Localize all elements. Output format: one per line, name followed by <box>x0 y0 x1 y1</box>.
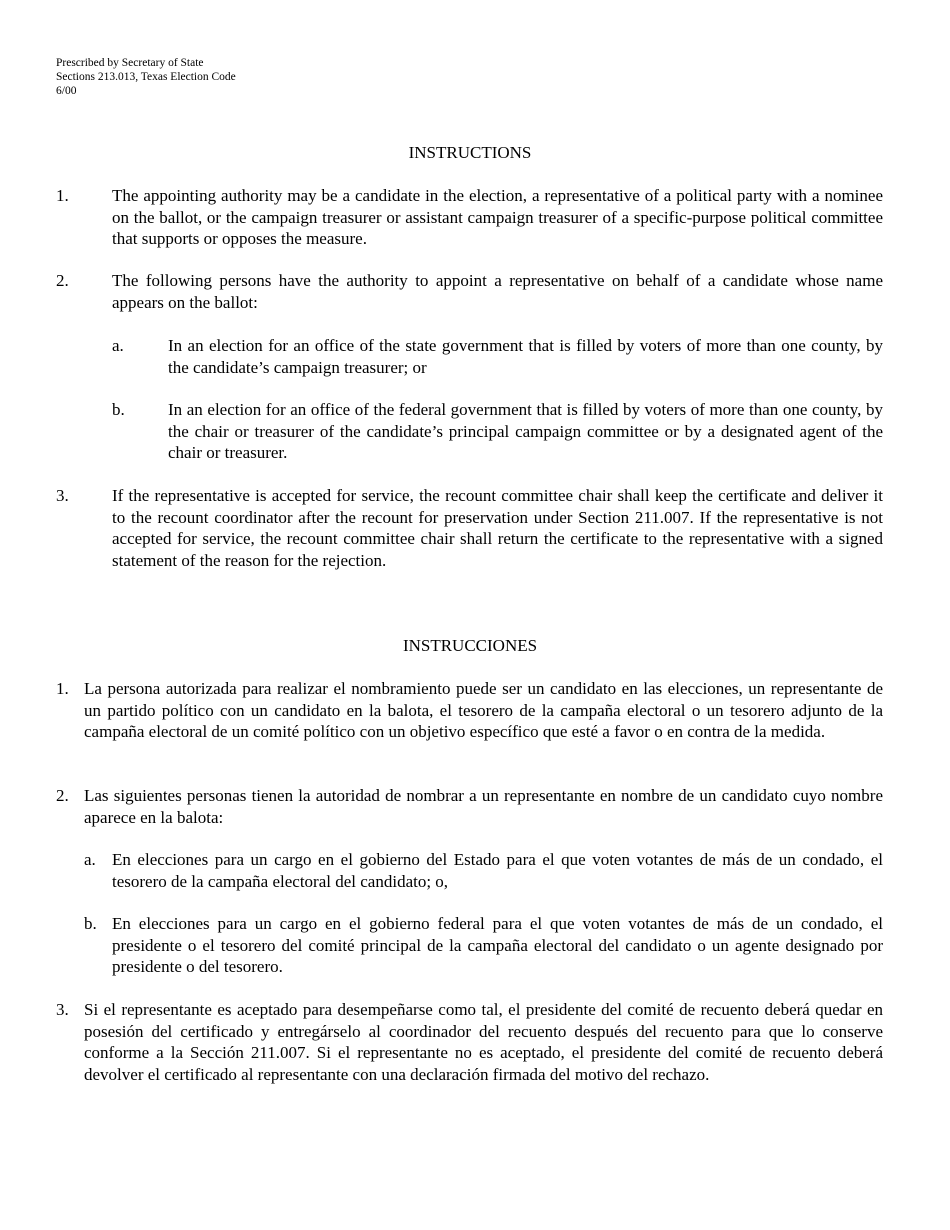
instruccion-number: 2. <box>56 786 69 805</box>
instruction-item-3 <box>56 485 883 573</box>
instruccion-item-2 <box>56 785 883 829</box>
instruction-subitem-a <box>112 335 883 379</box>
subitem-text: En elecciones para un cargo en el gobierno del Estado para el que voten votantes de más de un condado, el tesorero de la campaña electoral del candidato; o, <box>112 850 883 891</box>
instruction-text: The following persons have the authority to appoint a representative on behalf of a candidate whose name appears on the ballot: <box>112 271 883 312</box>
subitem-letter: a. <box>84 850 96 869</box>
instruccion-item-1 <box>56 678 883 766</box>
instruccion-number: 1. <box>56 679 69 698</box>
subitem-text: En elecciones para un cargo en el gobierno federal para el que voten votantes de más de un condado, el presidente o el tesorero del comité principal de la campaña electoral del candidato o un agente designado por presidente o del tesorero. <box>112 914 883 976</box>
instruction-text: The appointing authority may be a candidate in the election, a representative of a political party with a nominee on the ballot, or the campaign treasurer or assistant campaign treasurer of a specific-purpose political committee that supports or opposes the measure. <box>112 186 883 248</box>
instruccion-text: Si el representante es aceptado para desempeñarse como tal, el presidente del comité de recuento deberá quedar en posesión del certificado y entregárselo al coordinador del recuento después del recuento para que lo conserve conforme a la Sección 211.007. Si el representante no es aceptado, el presidente del comité de recuento deberá devolver el certificado al representante con una declaración firmada del motivo del rechazo. <box>84 1000 883 1084</box>
instruccion-number: 3. <box>56 1000 69 1019</box>
subitem-letter: a. <box>112 336 124 355</box>
instruction-item-1 <box>56 185 883 251</box>
form-header-note <box>56 56 236 98</box>
instruction-number: 1. <box>56 186 69 205</box>
instruccion-subitem-a <box>84 849 883 893</box>
instructions-title: INSTRUCTIONS <box>408 143 532 162</box>
instruccion-text: Las siguientes personas tienen la autoridad de nombrar a un representante en nombre de un candidato cuyo nombre aparece en la balota: <box>84 786 883 827</box>
instruction-item-2 <box>56 270 883 314</box>
header-line-date: 6/00 <box>56 85 77 97</box>
instruction-text: If the representative is accepted for service, the recount committee chair shall keep the certificate and deliver it to the recount coordinator after the recount for preservation under Section 211.007. If the representative is not accepted for service, the recount committee chair shall return the certificate to the representative with a signed statement of the reason for the rejection. <box>112 486 883 570</box>
instruction-subitem-b <box>112 399 883 465</box>
subitem-letter: b. <box>112 400 125 419</box>
subitem-letter: b. <box>84 914 97 933</box>
instrucciones-title: INSTRUCCIONES <box>402 636 538 655</box>
instruction-number: 3. <box>56 486 69 505</box>
header-line-sections: Sections 213.013, Texas Election Code <box>56 71 236 83</box>
instruccion-item-3 <box>56 999 883 1109</box>
subitem-text: In an election for an office of the federal government that is filled by voters of more than one county, by the chair or treasurer of the candidate’s principal campaign committee or by a designated agent of the chair or treasurer. <box>168 400 883 462</box>
instruction-number: 2. <box>56 271 69 290</box>
subitem-text: In an election for an office of the state government that is filled by voters of more than one county, by the candidate’s campaign treasurer; or <box>168 336 883 377</box>
instruccion-subitem-b <box>84 913 883 979</box>
instruccion-text: La persona autorizada para realizar el nombramiento puede ser un candidato en las elecciones, un representante de un partido político con un candidato en la balota, el tesorero de la campaña electoral o un tesorero adjunto de la campaña electoral de un comité político con un objetivo específico que esté a favor o en contra de la medida. <box>84 679 883 741</box>
header-line-prescribed: Prescribed by Secretary of State <box>56 57 204 69</box>
